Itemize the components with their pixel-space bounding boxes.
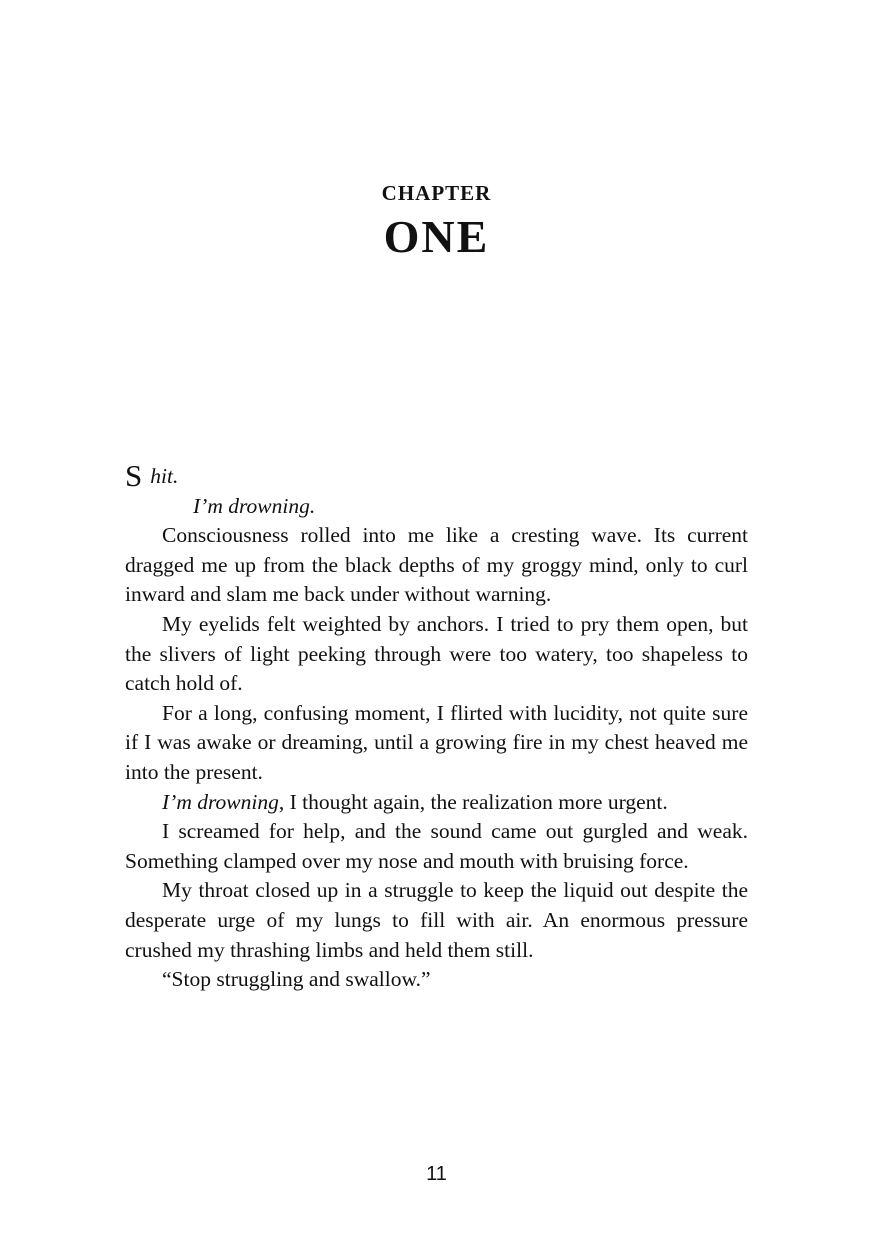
paragraph-7: I screamed for help, and the sound came out gurgled and weak. Something clamped over my nose and mouth with bruising force. xyxy=(125,819,748,873)
paragraph-5: For a long, confusing moment, I flirted with lucidity, not quite sure if I was awake or dreaming, until a growing fire in my chest heaved me into the present. xyxy=(125,700,748,784)
chapter-label: CHAPTER xyxy=(381,181,492,205)
paragraph-4: My eyelids felt weighted by anchors. I tried to pry them open, but the slivers of light peeking through were too watery, too shapeless to catch hold of. xyxy=(125,611,748,696)
page-number: 11 xyxy=(426,1163,447,1185)
drop-cap: S xyxy=(125,458,143,493)
paragraph-2: I’m drowning. xyxy=(193,493,316,518)
italic-phrase: I’m drowning xyxy=(162,789,279,814)
paragraph-6 xyxy=(125,788,748,818)
paragraph-text: , I thought again, the realization more urgent. xyxy=(278,789,668,814)
chapter-body xyxy=(125,458,748,995)
paragraph-3: Consciousness rolled into me like a cresting wave. Its current dragged me up from the black depths of my groggy mind, only to curl inward and slam me back under without warning. xyxy=(125,523,748,607)
chapter-number: ONE xyxy=(383,211,490,262)
paragraph-1 xyxy=(125,458,748,493)
paragraph-8: My throat closed up in a struggle to keep the liquid out despite the desperate urge of my lungs to fill with air. An enormous pressure crushed my thrashing limbs and held them still. xyxy=(125,878,748,962)
paragraph-text: hit. xyxy=(150,464,179,488)
paragraph-9: “Stop struggling and swallow.” xyxy=(162,967,431,992)
